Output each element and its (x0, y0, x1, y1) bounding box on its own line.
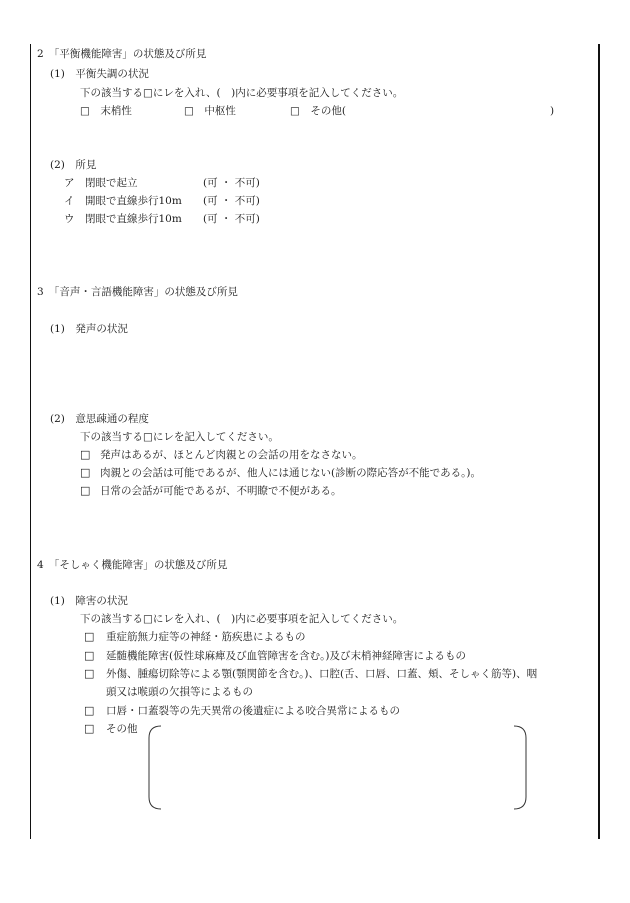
section-4-title: 4 「そしゃく機能障害」の状態及び所見 (37, 559, 228, 571)
option-label-continuation: 頭又は喉頭の欠損等によるもの (106, 686, 253, 698)
finding-item-choice[interactable]: (可 ・ 不可) (203, 213, 260, 225)
checkbox-peripheral[interactable]: □ 末梢性 (80, 105, 132, 117)
option-label: 口唇・口蓋裂等の先天異常の後遺症による咬合異常によるもの (106, 705, 400, 717)
section-3-1-heading: (1) 発声の状況 (50, 323, 128, 335)
option-label: 発声はあるが、ほとんど肉親との会話の用をなさない。 (100, 449, 363, 461)
checkbox[interactable]: □ (80, 448, 91, 461)
other-close-paren: ) (550, 105, 555, 117)
form-border-left (30, 44, 31, 839)
checkbox[interactable]: □ (80, 484, 91, 497)
section-2-1-instruction: 下の該当する□にレを入れ、( )内に必要事項を記入してください。 (80, 87, 404, 99)
option-label: 重症筋無力症等の神経・筋疾患によるもの (106, 631, 306, 643)
checkbox-other[interactable]: □ その他( (290, 105, 347, 117)
option-label: 日常の会話が可能であるが、不明瞭で不便がある。 (100, 485, 342, 497)
section-3-2-instruction: 下の該当する□にレを記入してください。 (80, 431, 279, 443)
finding-item-label: イ 開眼で直線歩行10m (64, 195, 182, 207)
option-label: 延髄機能障害(仮性球麻痺及び血管障害を含む。)及び末梢神経障害によるもの (106, 650, 466, 662)
option-label: その他 (106, 723, 138, 735)
section-2-2-heading: (2) 所見 (50, 159, 97, 171)
checkbox[interactable]: □ (84, 704, 95, 717)
section-4-1-heading: (1) 障害の状況 (50, 595, 128, 607)
checkbox[interactable]: □ (84, 722, 95, 735)
form-border-right (598, 44, 600, 839)
other-details-bracket[interactable] (147, 725, 528, 810)
finding-item-label: ア 閉眼で起立 (64, 177, 138, 189)
checkbox[interactable]: □ (84, 667, 95, 680)
checkbox[interactable]: □ (84, 630, 95, 643)
section-3-title: 3 「音声・言語機能障害」の状態及び所見 (37, 286, 238, 298)
finding-item-choice[interactable]: (可 ・ 不可) (203, 195, 260, 207)
finding-item-choice[interactable]: (可 ・ 不可) (203, 177, 260, 189)
section-2-1-heading: (1) 平衡失調の状況 (50, 68, 149, 80)
checkbox[interactable]: □ (80, 466, 91, 479)
option-label: 肉親との会話は可能であるが、他人には通じない(診断の際応答が不能である。)。 (100, 467, 481, 479)
section-2-title: 2 「平衡機能障害」の状態及び所見 (37, 48, 207, 60)
finding-item-label: ウ 閉眼で直線歩行10m (64, 213, 182, 225)
section-4-1-instruction: 下の該当する□にレを入れ、( )内に必要事項を記入してください。 (80, 613, 404, 625)
checkbox[interactable]: □ (84, 649, 95, 662)
option-label: 外傷、腫瘍切除等による顎(顎関節を含む。)、口腔(舌、口唇、口蓋、頬、そしゃく筋等)、咽 (106, 668, 538, 680)
section-3-2-heading: (2) 意思疎通の程度 (50, 413, 149, 425)
checkbox-central[interactable]: □ 中枢性 (184, 105, 236, 117)
